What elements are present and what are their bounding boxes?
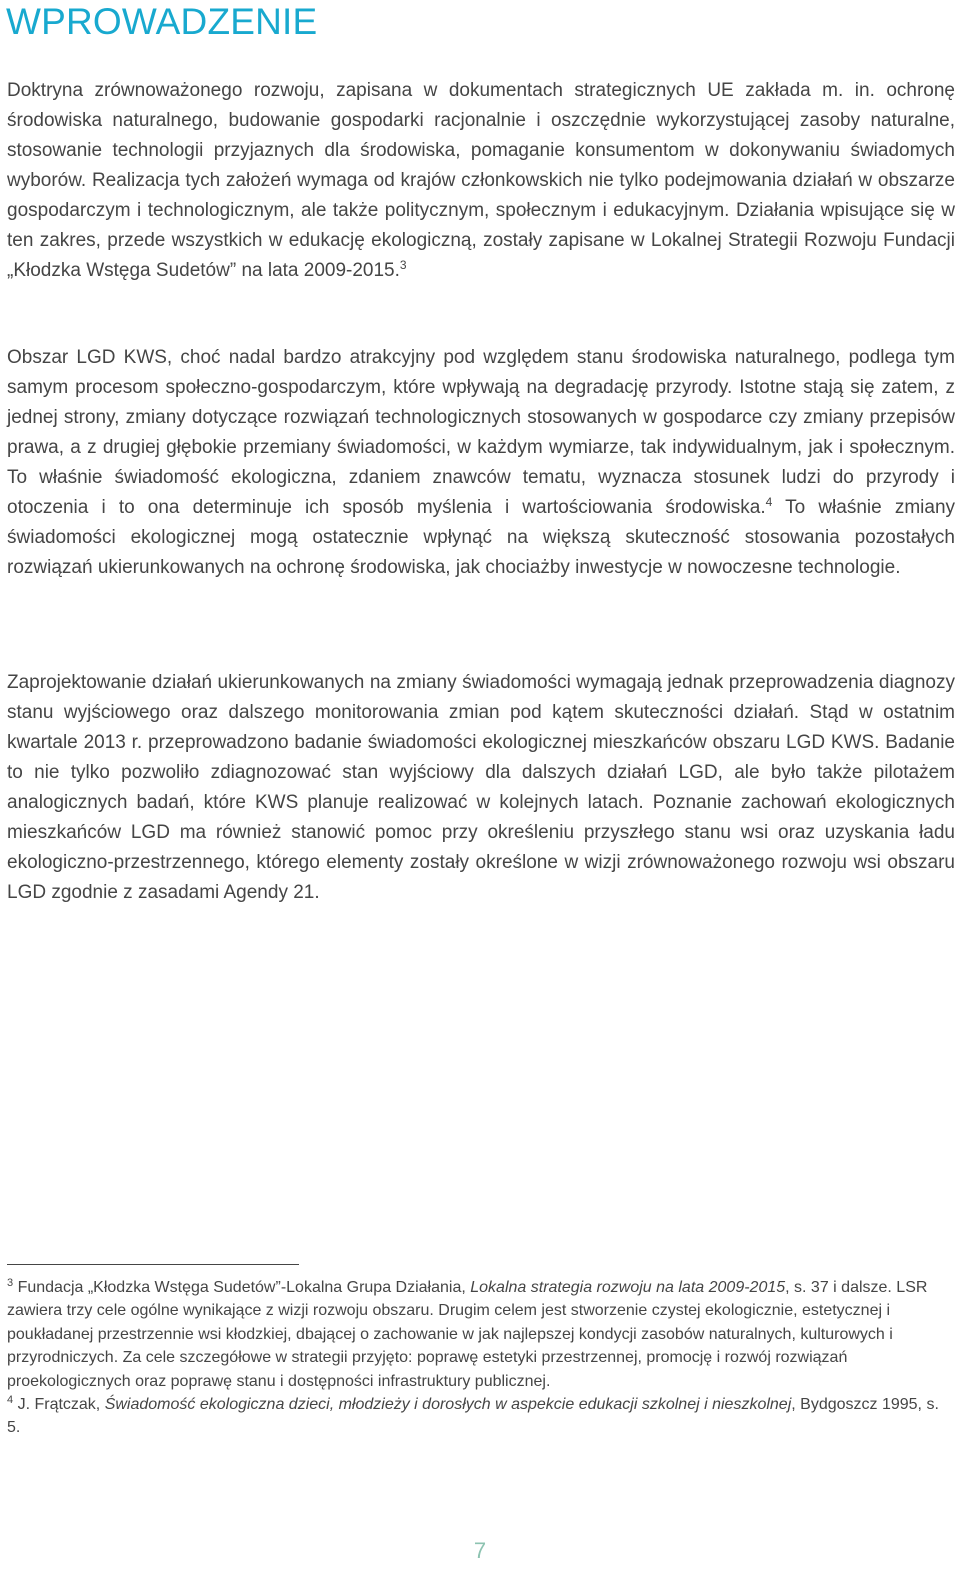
- footnote-divider: [7, 1264, 299, 1265]
- paragraph-2: [7, 343, 955, 583]
- footnote-4: [7, 1393, 955, 1440]
- paragraph-1: [7, 76, 955, 286]
- footnote-text: J. Frątczak,: [13, 1396, 105, 1414]
- footnote-ref-3[interactable]: 3: [399, 258, 407, 272]
- paragraph-1-text: Doktryna zrównoważonego rozwoju, zapisana w dokumentach strategicznych UE zakłada m. in. ochronę środowiska naturalnego, budowanie gospodarki racjonalnie i oszczędnie wykorzystującej zasoby naturalne, stosowanie technologii przyjaznych dla środowiska, pomaganie konsumentom w dokonywaniu świadomych wyborów. Realizacja tych założeń wymaga od krajów członkowskich nie tylko podejmowania działań w obszarze gospodarczym i technologicznym, ale także politycznym, społecznym i edukacyjnym. Działania wpisujące się w ten zakres, przede wszystkich w edukację ekologiczną, zostały zapisane w Lokalnej Strategii Rozwoju Fundacji „Kłodzka Wstęga Sudetów” na lata 2009-2015.: [7, 80, 955, 281]
- footnote-text: , s. 37 i dalsze. LSR zawiera trzy cele ogólne wynikające z wizji rozwoju obszaru. Drugim celem jest stworzenie czystej ekologicznie, estetycznej i poukładanej przestrzennie wsi kłodzkiej, dbającej o zachowanie w jak najlepszej kondycji zasobów naturalnych, kulturowych i przyrodniczych. Za cele szczegółowe w strategii przyjęto: poprawę estetyki przestrzennej, promocję i rozwój rozwiązań proekologicznych oraz poprawę stanu i dostępności infrastruktury publicznej.: [7, 1279, 928, 1390]
- page-heading: WPROWADZENIE: [6, 1, 318, 42]
- footnote-number: 4: [7, 1394, 14, 1407]
- page-number: 7: [473, 1538, 487, 1563]
- paragraph-3: [7, 668, 955, 908]
- paragraph-3-text: Zaprojektowanie działań ukierunkowanych na zmiany świadomości wymagają jednak przeprowadzenia diagnozy stanu wyjściowego oraz dalszego monitorowania zmian pod kątem skuteczności działań. Stąd w ostatnim kwartale 2013 r. przeprowadzono badanie świadomości ekologicznej mieszkańców obszaru LGD KWS. Badanie to nie tylko pozwoliło zdiagnozować stan wyjściowy dla dalszych działań LGD, ale było także pilotażem analogicznych badań, które KWS planuje realizować w kolejnych latach. Poznanie zachowań ekologicznych mieszkańców LGD ma również stanowić pomoc przy określeniu przyszłego stanu wsi oraz uzyskania ładu ekologiczno-przestrzennego, którego elementy zostały określone w wizji zrównoważonego rozwoju wsi obszaru LGD zgodnie z zasadami Agendy 21.: [7, 672, 955, 903]
- footnotes: [7, 1276, 955, 1440]
- footnote-text: Fundacja „Kłodzka Wstęga Sudetów”-Lokalna Grupa Działania,: [13, 1279, 471, 1296]
- footnote-number: 3: [7, 1277, 14, 1289]
- footnote-title: Świadomość ekologiczna dzieci, młodzieży i dorosłych w aspekcie edukacji szkolnej i nieszkolnej: [104, 1396, 792, 1414]
- footnote-ref-4[interactable]: 4: [765, 495, 773, 509]
- footnote-3: [7, 1276, 955, 1393]
- footnote-title: Lokalna strategia rozwoju na lata 2009-2015: [470, 1279, 786, 1296]
- paragraph-2-text-a: Obszar LGD KWS, choć nadal bardzo atrakcyjny pod względem stanu środowiska naturalnego, podlega tym samym procesom społeczno-gospodarczym, które wpływają na degradację przyrody. Istotne stają się zatem, z jednej strony, zmiany dotyczące rozwiązań technologicznych stosowanych w gospodarce czy zmiany przepisów prawa, a z drugiej głębokie przemiany świadomości, w każdym wymiarze, tak indywidualnym, jak i społecznym. To właśnie świadomość ekologiczna, zdaniem znawców tematu, wyznacza stosunek ludzi do przyrody i otoczenia i to ona determinuje ich sposób myślenia i wartościowania środowiska.: [7, 347, 955, 518]
- footnote-text: , Bydgoszcz 1995, s. 5.: [7, 1396, 939, 1437]
- paragraph-2-text-b: To właśnie zmiany świadomości ekologicznej mogą ostatecznie wpłynąć na większą skuteczność stosowania pozostałych rozwiązań ukierunkowanych na ochronę środowiska, jak chociażby inwestycje w nowoczesne technologie.: [7, 497, 956, 578]
